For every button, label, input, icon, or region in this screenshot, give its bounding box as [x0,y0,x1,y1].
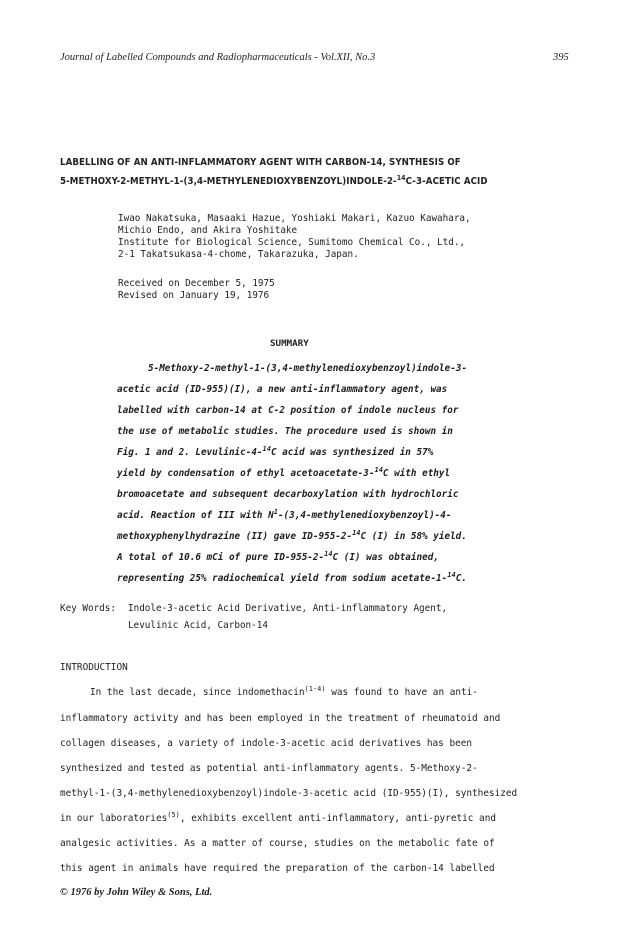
summary-text: C (I) in 58% yield. [360,531,467,542]
title-text: C-3-ACETIC ACID [405,176,488,187]
intro-line: synthesized and tested as potential anti-inflammatory agents. 5-Methoxy-2- [60,763,478,774]
superscript: 14 [352,529,361,537]
intro-line: collagen diseases, a variety of indole-3-acetic acid derivatives has been [60,738,473,749]
intro-text: , exhibits excellent anti-inflammatory, anti-pyretic and [179,813,496,824]
authors-line-1: Iwao Nakatsuka, Masaaki Hazue, Yoshiaki Makari, Kazuo Kawahara, [118,213,471,224]
received-date: Received on December 5, 1975 [118,278,275,289]
citation-superscript: (1-4) [304,685,326,693]
summary-text: C acid was synthesized in 57% [270,447,434,458]
summary-line: 5-Methoxy-2-methyl-1-(3,4-methylenedioxybenzoyl)indole-3- [148,363,468,374]
keywords-line-1: Indole-3-acetic Acid Derivative, Anti-inflammatory Agent, [128,603,448,614]
summary-line [117,447,433,458]
summary-text: Fig. 1 and 2. Levulinic-4- [117,447,263,458]
summary-text: C (I) was obtained, [332,552,439,563]
keywords-label: Key Words: [60,603,116,614]
intro-line: this agent in animals have required the preparation of the carbon-14 labelled [60,863,495,874]
title-superscript: 14 [396,174,406,182]
intro-line: analgesic activities. As a matter of course, studies on the metabolic fate of [60,838,495,849]
summary-line: labelled with carbon-14 at C-2 position of indole nucleus for [117,405,459,416]
revised-date: Revised on January 19, 1976 [118,290,270,301]
summary-line: bromoacetate and subsequent decarboxylation with hydrochloric [117,489,459,500]
summary-text: methoxyphenylhydrazine (II) gave ID-955-2- [117,531,353,542]
summary-line [117,552,439,563]
intro-line [60,813,496,824]
paper-title-line-1: LABELLING OF AN ANTI-INFLAMMATORY AGENT WITH CARBON-14, SYNTHESIS OF [60,157,461,168]
intro-line: methyl-1-(3,4-methylenedioxybenzoyl)indole-3-acetic acid (ID-955)(I), synthesized [60,788,518,799]
summary-text: representing 25% radiochemical yield from sodium acetate-1- [117,573,448,584]
summary-line [117,531,467,542]
paper-title-line-2 [60,176,488,187]
summary-text: -(3,4-methylenedioxybenzoyl)-4- [277,510,452,521]
summary-line: the use of metabolic studies. The procedure used is shown in [117,426,453,437]
intro-text: In the last decade, since indomethacin [90,687,305,698]
journal-header: Journal of Labelled Compounds and Radiopharmaceuticals - Vol.XII, No.3 [60,52,376,63]
superscript: 1 [273,508,278,516]
superscript: 14 [324,550,333,558]
superscript: 14 [374,466,383,474]
summary-line [117,573,467,584]
summary-text: yield by condensation of ethyl acetoacetate-3- [117,468,375,479]
intro-text: in our laboratories [60,813,168,824]
citation-superscript: (5) [167,811,180,819]
introduction-heading: INTRODUCTION [60,662,128,673]
summary-text: acid. Reaction of III with N [117,510,274,521]
summary-heading: SUMMARY [270,338,309,349]
intro-line: inflammatory activity and has been employed in the treatment of rheumatoid and [60,713,501,724]
summary-line [117,510,451,521]
affiliation-line-1: Institute for Biological Science, Sumitomo Chemical Co., Ltd., [118,237,466,248]
authors-line-2: Michio Endo, and Akira Yoshitake [118,225,298,236]
superscript: 14 [447,571,456,579]
intro-line [90,687,478,698]
summary-text: A total of 10.6 mCi of pure ID-955-2- [117,552,325,563]
summary-line: acetic acid (ID-955)(I), a new anti-inflammatory agent, was [117,384,448,395]
affiliation-line-2: 2-1 Takatsukasa-4-chome, Takarazuka, Japan. [118,249,359,260]
keywords-line-2: Levulinic Acid, Carbon-14 [128,620,268,631]
copyright-footer: © 1976 by John Wiley & Sons, Ltd. [60,887,213,898]
summary-line [117,468,450,479]
intro-text: was found to have an anti- [325,687,478,698]
superscript: 14 [262,445,271,453]
summary-text: C. [455,573,467,584]
page-number: 395 [553,52,569,63]
summary-text: C with ethyl [382,468,451,479]
title-text: 5-METHOXY-2-METHYL-1-(3,4-METHYLENEDIOXYBENZOYL)INDOLE-2- [60,176,397,187]
